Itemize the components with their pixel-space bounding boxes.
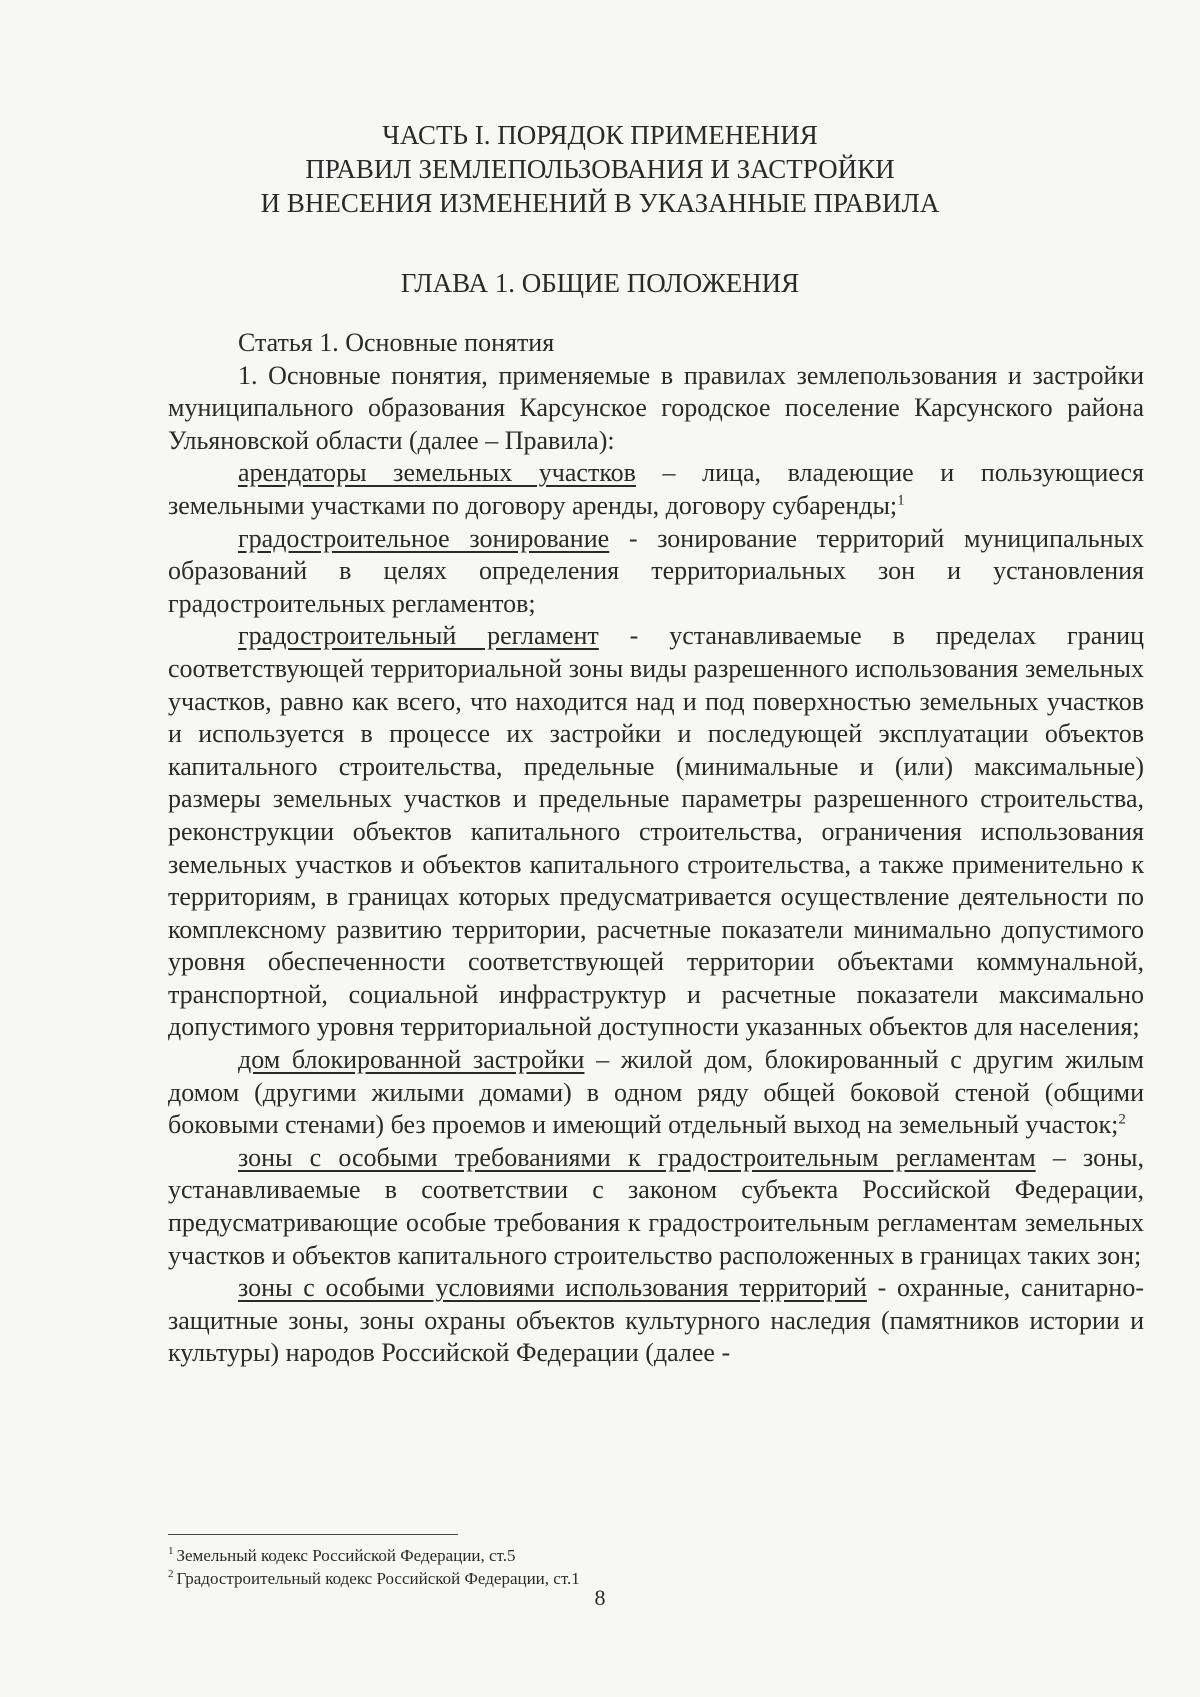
definition-term: зоны с особыми условиями использования территорий [238,1273,867,1303]
part-title [0,118,1200,220]
definition-term: дом блокированной застройки [238,1045,585,1075]
definition-term: зоны с особыми требованиями к градостроительным регламентам [238,1142,1036,1172]
definition-paragraph [168,523,1144,621]
footnote-reference: 2 [1118,1111,1126,1128]
definition-term: арендаторы земельных участков [238,458,636,488]
part-title-line: ЧАСТЬ I. ПОРЯДОК ПРИМЕНЕНИЯ [382,120,818,150]
part-title-line: И ВНЕСЕНИЯ ИЗМЕНЕНИЙ В УКАЗАННЫЕ ПРАВИЛА [260,188,940,218]
definition-paragraph [168,1142,1144,1272]
definition-text: - зонирование территорий муниципальных образований в целях определения территориальных зон и установления градостроительных регламентов; [168,523,1144,618]
footnote-reference: 1 [897,492,905,509]
article-heading: Статья 1. Основные понятия [238,328,555,357]
definition-paragraph [168,1272,1144,1370]
chapter-title: ГЛАВА 1. ОБЩИЕ ПОЛОЖЕНИЯ [400,268,800,298]
page-number: 8 [594,1585,606,1610]
footnote-number: 1 [168,1545,174,1558]
intro-paragraph: 1. Основные понятия, применяемые в правилах землепользования и застройки муниципального образования Карсунское городское поселение Карсунского района Ульяновской области (далее – Правила): [168,360,1144,455]
definition-paragraph [168,1044,1144,1142]
definition-term: градостроительный регламент [238,621,599,651]
definition-text: - охранные, санитарно-защитные зоны, зоны охраны объектов культурного наследия (памятников истории и культуры) народов Российской Федерации (далее - [168,1273,1144,1368]
part-title-line: ПРАВИЛ ЗЕМЛЕПОЛЬЗОВАНИЯ И ЗАСТРОЙКИ [305,154,895,184]
footnotes [168,1544,1068,1590]
definition-term: градостроительное зонирование [238,523,610,553]
definition-paragraph [168,457,1144,522]
definition-text: – лица, владеющие и пользующиеся земельными участками по договору аренды, договору субаренды; [168,458,1145,520]
definition-paragraph [168,620,1144,1044]
footnote [168,1544,1068,1567]
definition-text: – зоны, устанавливаемые в соответствии с законом субъекта Российской Федерации, предусматривающие особые требования к градостроительным регламентам земельных участков и объектов капитального строительство расположенных в границах таких зон; [168,1142,1144,1270]
footnote-text: Градостроительный кодекс Российской Федерации, ст.1 [176,1569,580,1588]
definition-text: - устанавливаемые в пределах границ соответствующей территориальной зоны виды разрешенного использования земельных участков, равно как всего, что находится над и под поверхностью земельных участков и используется в процессе их застройки и последующей эксплуатации объектов капитального строительства, предельные (минимальные и (или) максимальные) размеры земельных участков и предельные параметры разрешенного строительства, реконструкции объектов капитального строительства, ограничения использования земельных участков и объектов капитального строительства, а также применительно к территориям, в границах которых предусматривается осуществление деятельности по комплексному развитию территории, расчетные показатели минимально допустимого уровня обеспеченности соответствующей территории объектами коммунальной, транспортной, социальной инфраструктур и расчетные показатели максимально допустимого уровня территориальной доступности указанных объектов для населения; [168,621,1144,1042]
document-body [168,327,1144,1370]
footnote-divider [168,1534,458,1535]
footnote-number: 2 [168,1568,174,1581]
definition-text: – жилой дом, блокированный с другим жилым домом (другими жилыми домами) в одном ряду общей боковой стеной (общими боковыми стенами) без проемов и имеющий отдельный выход на земельный участок; [168,1045,1144,1140]
footnote-text: Земельный кодекс Российской Федерации, ст.5 [176,1546,516,1565]
